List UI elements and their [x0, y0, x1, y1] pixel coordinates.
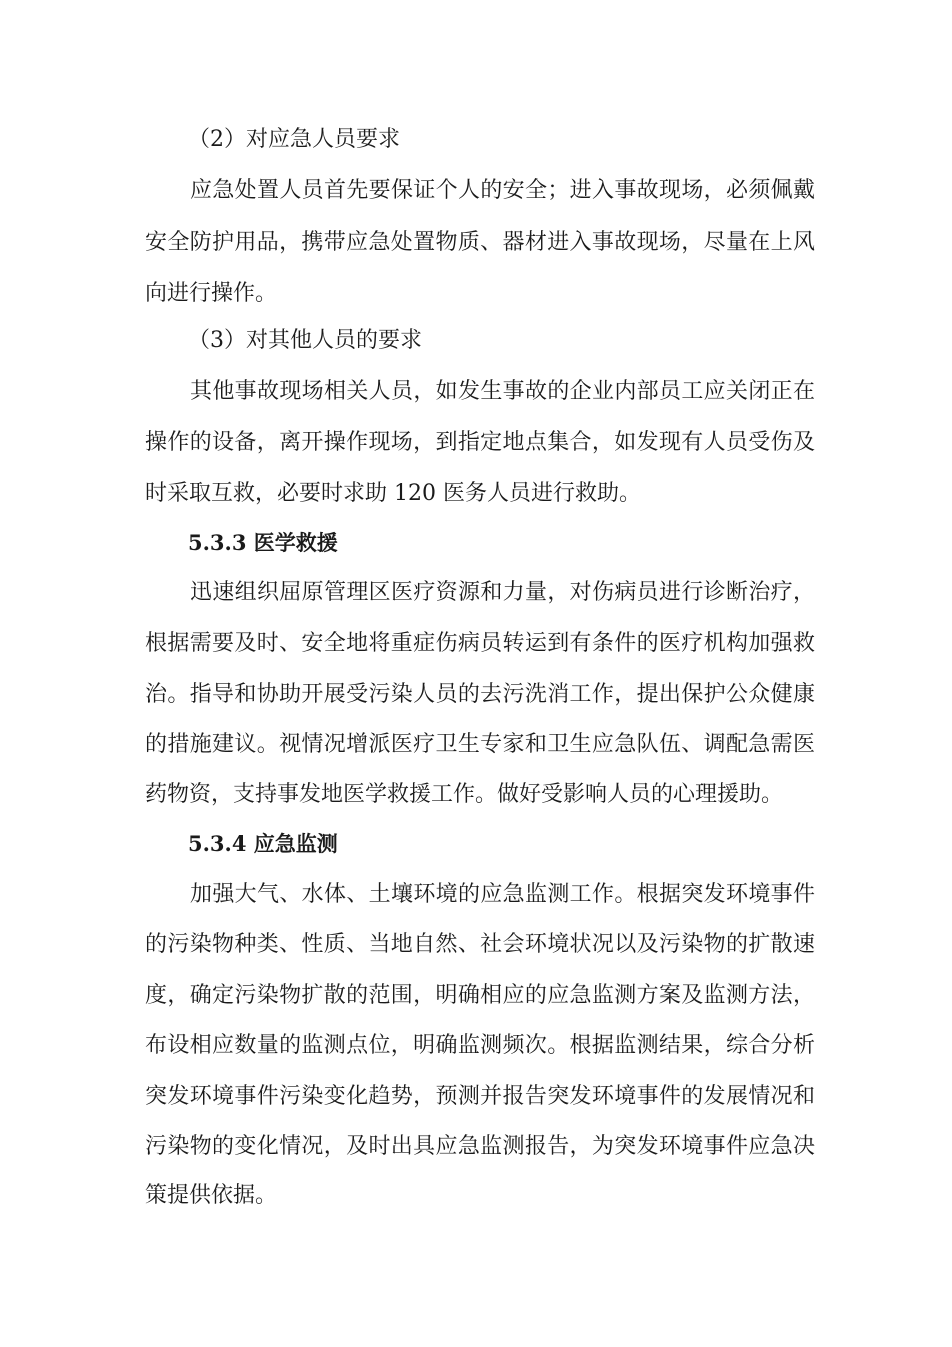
- paragraph-line: 应急处置人员首先要保证个人的安全；进入事故现场，必须佩戴: [190, 178, 815, 203]
- paragraph-line: 的污染物种类、性质、当地自然、社会环境状况以及污染物的扩散速: [145, 932, 815, 957]
- paragraph-line: 突发环境事件污染变化趋势，预测并报告突发环境事件的发展情况和: [145, 1084, 815, 1109]
- paragraph-line: 根据需要及时、安全地将重症伤病员转运到有条件的医疗机构加强救: [145, 631, 815, 656]
- paragraph-line: 迅速组织屈原管理区医疗资源和力量，对伤病员进行诊断治疗，: [190, 580, 815, 605]
- paragraph-line: 向进行操作。: [145, 281, 278, 306]
- paragraph-line: 布设相应数量的监测点位，明确监测频次。根据监测结果，综合分析: [145, 1033, 815, 1058]
- paragraph-line: 治。指导和协助开展受污染人员的去污洗消工作，提出保护公众健康: [145, 682, 815, 707]
- paragraph-line: 药物资，支持事发地医学救援工作。做好受影响人员的心理援助。: [145, 782, 784, 807]
- paragraph-line: 的措施建议。视情况增派医疗卫生专家和卫生应急队伍、调配急需医: [145, 732, 815, 757]
- paragraph-line: 污染物的变化情况，及时出具应急监测报告，为突发环境事件应急决: [145, 1134, 815, 1159]
- subheading-other-staff: （3）对其他人员的要求: [188, 328, 422, 353]
- section-heading-5-3-4: 5.3.4 应急监测: [188, 831, 338, 856]
- paragraph-line: 度，确定污染物扩散的范围，明确相应的应急监测方案及监测方法，: [145, 983, 815, 1008]
- paragraph-line: 安全防护用品，携带应急处置物质、器材进入事故现场，尽量在上风: [145, 230, 815, 255]
- paragraph-line: 操作的设备，离开操作现场，到指定地点集合，如发现有人员受伤及: [145, 430, 815, 455]
- paragraph-line: 策提供依据。: [145, 1183, 278, 1208]
- section-heading-5-3-3: 5.3.3 医学救援: [188, 530, 338, 555]
- subheading-emergency-staff: （2）对应急人员要求: [188, 127, 400, 152]
- paragraph-line: 时采取互救，必要时求助 120 医务人员进行救助。: [145, 481, 641, 506]
- paragraph-line: 其他事故现场相关人员，如发生事故的企业内部员工应关闭正在: [190, 379, 815, 404]
- paragraph-line: 加强大气、水体、土壤环境的应急监测工作。根据突发环境事件: [190, 882, 815, 907]
